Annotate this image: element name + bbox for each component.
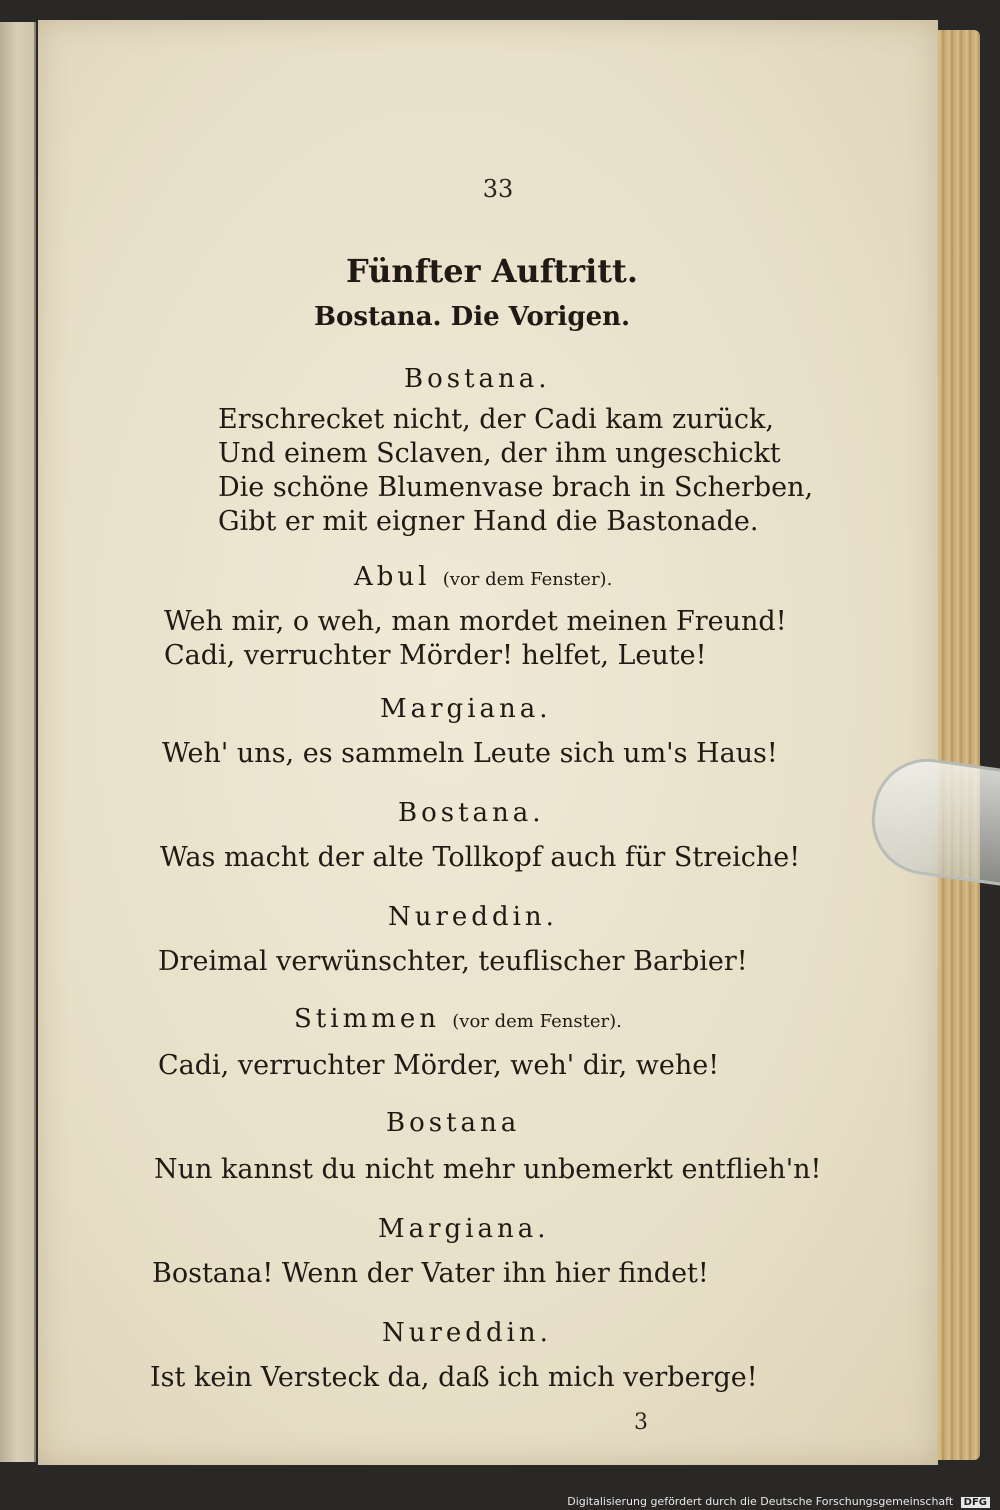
verse-line: Cadi, verruchter Mörder! helfet, Leute!: [164, 640, 707, 671]
speaker-label: [354, 562, 612, 592]
verse-line: Weh' uns, es sammeln Leute sich um's Haus!: [162, 738, 778, 769]
speaker-label: Nureddin.: [388, 902, 558, 932]
verse-line: Was macht der alte Tollkopf auch für Streiche!: [160, 842, 801, 873]
verse-line: Bostana! Wenn der Vater ihn hier findet!: [152, 1258, 709, 1289]
verse-line: Cadi, verruchter Mörder, weh' dir, wehe!: [158, 1050, 720, 1081]
digitization-credit: [567, 1495, 990, 1508]
speaker-label: Margiana.: [380, 694, 552, 724]
speaker-name: Abul: [354, 562, 431, 592]
verse-line: Die schöne Blumenvase brach in Scherben,: [218, 472, 814, 503]
verse-line: Dreimal verwünschter, teuflischer Barbier!: [158, 946, 748, 977]
speaker-label: Nureddin.: [382, 1318, 552, 1348]
speaker-name: Stimmen: [294, 1004, 441, 1034]
dfg-logo: DFG: [961, 1497, 990, 1508]
verse-line: Nun kannst du nicht mehr unbemerkt entflieh'n!: [154, 1154, 822, 1185]
speaker-label: Bostana: [386, 1108, 521, 1138]
stage-direction: (vor dem Fenster).: [452, 1011, 622, 1032]
page-number-top: 33: [482, 175, 514, 203]
scene-characters: Bostana. Die Vorigen.: [314, 302, 631, 332]
verse-line: Ist kein Versteck da, daß ich mich verberge!: [150, 1362, 758, 1393]
page-number-bottom: 3: [634, 1410, 648, 1435]
speaker-label: [294, 1004, 622, 1034]
speaker-label: Margiana.: [378, 1214, 550, 1244]
verse-line: Erschrecket nicht, der Cadi kam zurück,: [218, 404, 774, 435]
verse-line: Und einem Sclaven, der ihm ungeschickt: [218, 438, 781, 469]
book-page: [38, 20, 938, 1465]
stage-direction: (vor dem Fenster).: [442, 569, 613, 590]
speaker-label: Bostana.: [398, 798, 545, 828]
scene-heading: Fünfter Auftritt.: [346, 252, 638, 290]
speaker-label: Bostana.: [404, 364, 551, 394]
credit-text: Digitalisierung gefördert durch die Deutsche Forschungsgemeinschaft: [567, 1495, 954, 1508]
verse-line: Gibt er mit eigner Hand die Bastonade.: [218, 506, 759, 537]
verse-line: Weh mir, o weh, man mordet meinen Freund!: [164, 606, 787, 637]
facing-page-edge: [0, 22, 36, 1462]
